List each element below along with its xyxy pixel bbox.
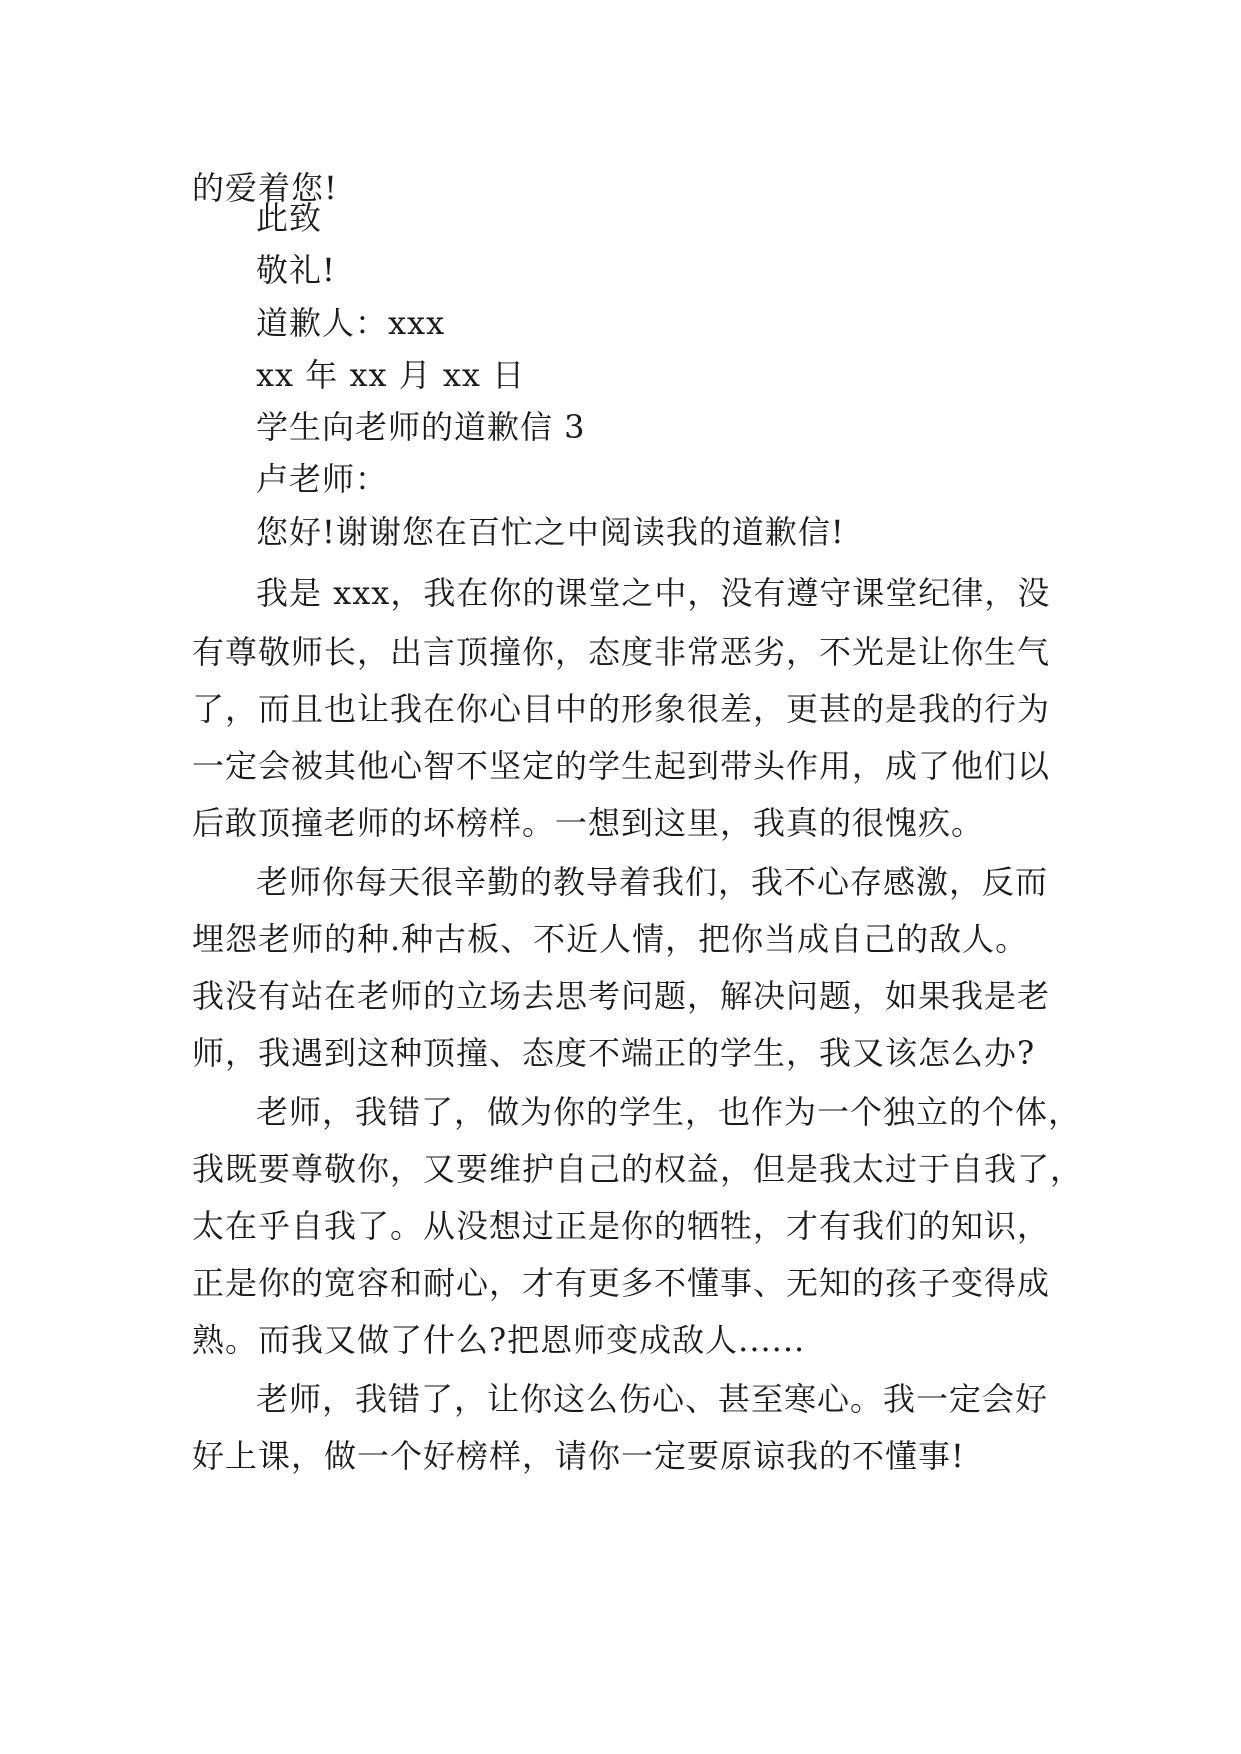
text-line: 我没有站在老师的立场去思考问题，解决问题，如果我是老	[192, 977, 1051, 1015]
text-line: 师，我遇到这种顶撞、态度不端正的学生，我又该怎么办?	[192, 1034, 1036, 1072]
text-line: 有尊敬师长，出言顶撞你，态度非常恶劣，不光是让你生气	[192, 633, 1051, 671]
text-line: 老师你每天很辛勤的教导着我们，我不心存感激，反而	[256, 863, 1049, 901]
text-line: 埋怨老师的种.种古板、不近人情，把你当成自己的敌人。	[192, 920, 1029, 958]
text-line: 我是 xxx，我在你的课堂之中，没有遵守课堂纪律，没	[256, 574, 1051, 612]
text-line: 敬礼!	[256, 251, 336, 289]
text-line: 卢老师：	[256, 460, 389, 498]
text-line: 此致	[256, 199, 323, 237]
text-line: 一定会被其他心智不坚定的学生起到带头作用，成了他们以	[192, 747, 1051, 785]
text-line: 太在乎自我了。从没想过正是你的牺牲，才有我们的知识，	[192, 1207, 1051, 1245]
text-line: 的爱着您!	[192, 169, 338, 207]
text-line: 好上课，做一个好榜样，请你一定要原谅我的不懂事!	[192, 1437, 965, 1475]
text-line: 后敢顶撞老师的坏榜样。一想到这里，我真的很愧疚。	[192, 804, 985, 842]
text-line: 老师，我错了，让你这么伤心、甚至寒心。我一定会好	[256, 1380, 1049, 1418]
text-line: 我既要尊敬你，又要维护自己的权益，但是我太过于自我了，	[192, 1150, 1084, 1188]
text-line: 您好!谢谢您在百忙之中阅读我的道歉信!	[256, 513, 845, 551]
text-line: 熟。而我又做了什么?把恩师变成敌人......	[192, 1321, 806, 1359]
text-line: 老师，我错了，做为你的学生，也作为一个独立的个体，	[256, 1093, 1082, 1131]
text-line: xx 年 xx 月 xx 日	[256, 356, 526, 394]
text-line: 了，而且也让我在你心目中的形象很差，更甚的是我的行为	[192, 690, 1051, 728]
text-line: 正是你的宽容和耐心，才有更多不懂事、无知的孩子变得成	[192, 1264, 1051, 1302]
text-line: 学生向老师的道歉信 3	[256, 408, 586, 446]
text-line: 道歉人：xxx	[256, 304, 446, 342]
